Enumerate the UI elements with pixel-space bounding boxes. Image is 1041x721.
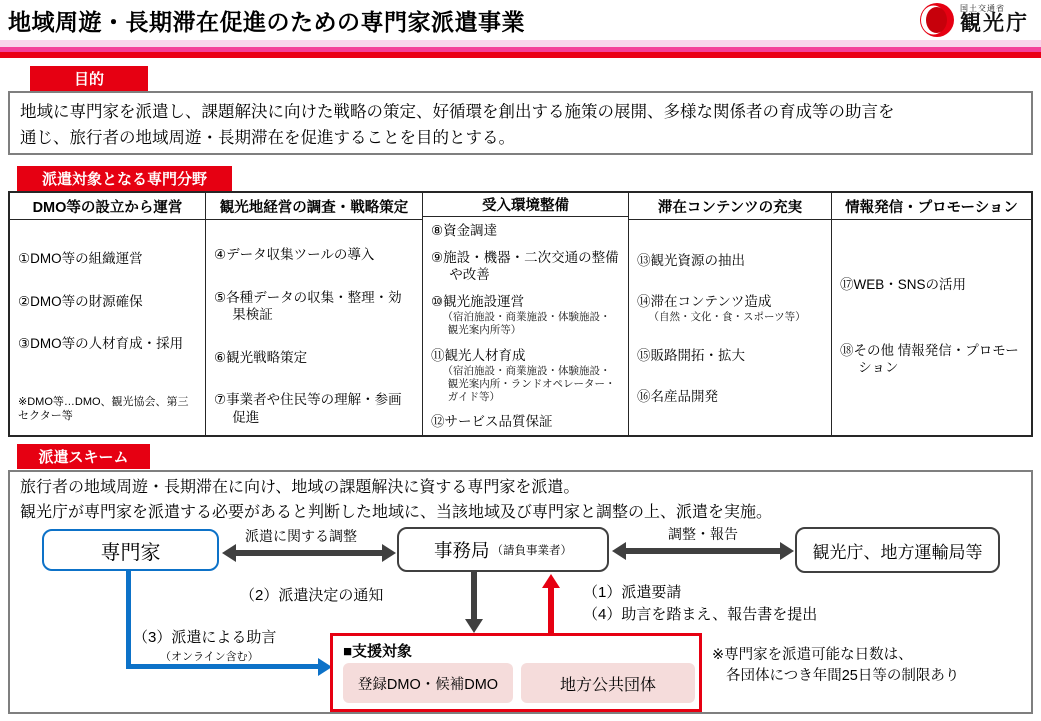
specialty-item: ⑩観光施設運営 <box>431 293 525 309</box>
specialty-item: ③DMO等の人材育成・採用 <box>18 336 184 352</box>
down-arrow-office-to-support <box>465 572 483 633</box>
note-line2: 各団体につき年間25日等の制限あり <box>726 668 960 685</box>
step-3-label: （3）派遣による助言 <box>133 629 277 646</box>
specialty-item: ⑥観光戦略策定 <box>214 349 308 365</box>
specialty-table <box>8 191 1033 437</box>
specialty-item: ⑮販路開拓・拡大 <box>637 348 745 364</box>
logo-text <box>960 5 1029 35</box>
logo-agency-name: 観光庁 <box>960 12 1029 36</box>
specialty-item: ④データ収集ツールの導入 <box>214 247 375 262</box>
note-line1: ※専門家を派遣可能な日数は、 <box>712 647 913 663</box>
agency-logo <box>919 2 1029 38</box>
arrowhead-down-icon <box>465 619 483 633</box>
specialty-item-group <box>431 347 621 405</box>
specialty-item: ⑨施設・機器・二次交通の整備や改善 <box>431 249 619 283</box>
step-1-label: （1）派遣要請 <box>583 584 682 601</box>
specialty-column-contents <box>628 193 831 435</box>
specialty-item: ⑰WEB・SNSの活用 <box>840 277 967 292</box>
column-header: 観光地経営の調査・戦略策定 <box>206 193 422 220</box>
scheme-intro-line1: 旅行者の地域周遊・長期滞在に向け、地域の課題解決に資する専門家を派遣。 <box>20 479 580 496</box>
specialty-item: ⑦事業者や住民等の理解・参画促進 <box>214 392 402 425</box>
step-2-label: （2）派遣決定の通知 <box>240 587 384 604</box>
arrow-bar <box>234 550 384 556</box>
specialty-item-note: （宿泊施設・商業施設・体験施設・観光案内所・ランドオペレーター・ガイド等） <box>442 365 616 404</box>
scheme-intro-line2: 観光庁が専門家を派遣する必要があると判断した地域に、当該地域及び専門家と調整の上、派遣を実施。 <box>20 503 773 521</box>
specialty-item-group <box>637 293 824 325</box>
support-title: ■支援対象 <box>343 643 413 660</box>
node-expert: 専門家 <box>42 529 219 571</box>
blue-arrow-horizontal-segment <box>126 664 318 669</box>
support-target-municipality: 地方公共団体 <box>521 663 695 703</box>
specialty-item-note: （宿泊施設・商業施設・体験施設・観光案内所等） <box>442 311 611 337</box>
arrow-label-expert-office: 派遣に関する調整 <box>245 528 357 544</box>
column-header: DMO等の設立から運営 <box>10 193 205 220</box>
specialty-item: ⑯名産品開発 <box>637 388 718 404</box>
arrowhead-right-icon <box>780 542 794 560</box>
arrow-bar <box>471 572 477 620</box>
specialty-column-dmo <box>10 193 205 435</box>
specialty-item: ⑫サービス品質保証 <box>431 414 553 430</box>
specialty-item: ⑤各種データの収集・整理・効果検証 <box>214 289 402 323</box>
column-body <box>423 217 628 435</box>
arrow-bar <box>624 548 782 554</box>
node-office-sublabel: （請負事業者） <box>491 544 572 557</box>
specialty-item: ⑬観光資源の抽出 <box>637 253 745 268</box>
purpose-body-line1: 地域に専門家を派遣し、課題解決に向けた戦略の策定、好循環を創出する施策の展開、多様な関係者の育成等の助言を <box>20 103 895 121</box>
specialty-item: ①DMO等の組織運営 <box>18 251 143 266</box>
purpose-body-box <box>8 91 1033 155</box>
double-arrow-expert-office <box>222 544 396 562</box>
support-target-dmo: 登録DMO・候補DMO <box>343 663 513 703</box>
dispatch-limit-note <box>712 645 959 687</box>
specialty-item: ⑧資金調達 <box>431 223 498 239</box>
step-4-label: （4）助言を踏まえ、報告書を提出 <box>583 606 818 623</box>
step-3-sublabel: （オンライン含む） <box>160 651 259 663</box>
section-label-purpose: 目的 <box>30 66 148 91</box>
double-arrow-office-agency <box>612 542 794 560</box>
tourism-agency-logo-icon <box>919 2 955 38</box>
purpose-body-line2: 通じ、旅行者の地域周遊・長期滞在を促進することを目的とする。 <box>20 128 515 147</box>
node-office-label: 事務局 <box>433 539 490 561</box>
specialty-item: ⑱その他 情報発信・プロモーション <box>840 342 1019 376</box>
specialty-item: ⑪観光人材育成 <box>431 347 526 363</box>
page-title: 地域周遊・長期滞在促進のための専門家派遣事業 <box>8 9 525 35</box>
arrowhead-up-icon <box>542 574 560 588</box>
column-header: 受入環境整備 <box>423 193 628 217</box>
specialty-column-promotion <box>831 193 1031 435</box>
section-label-scheme: 派遣スキーム <box>17 444 150 469</box>
section-label-specialties: 派遣対象となる専門分野 <box>17 166 232 191</box>
logo-ministry-name: 国土交通省 <box>960 3 1005 13</box>
dmo-footnote: ※DMO等…DMO、観光協会、第三セクター等 <box>18 395 189 422</box>
arrow-label-office-agency: 調整・報告 <box>668 526 738 542</box>
specialty-item: ⑭滞在コンテンツ造成 <box>637 293 772 309</box>
up-arrow-support-to-office <box>542 574 560 633</box>
title-underline-gradient <box>0 40 1041 58</box>
specialty-column-environment <box>422 193 628 435</box>
node-agency: 観光庁、地方運輸局等 <box>795 527 1000 573</box>
specialty-item-note: （自然・文化・食・スポーツ等） <box>648 311 806 324</box>
column-body <box>629 220 831 435</box>
blue-arrow-vertical-segment <box>126 571 131 667</box>
specialty-item-group <box>431 293 621 338</box>
support-target-box <box>330 633 702 712</box>
arrow-bar <box>548 587 554 633</box>
column-header: 滞在コンテンツの充実 <box>629 193 831 220</box>
arrowhead-right-icon <box>382 544 396 562</box>
specialty-column-strategy <box>205 193 422 435</box>
scheme-intro <box>20 476 772 526</box>
column-body <box>832 220 1031 435</box>
column-body <box>10 220 205 435</box>
node-office <box>397 527 609 572</box>
column-body <box>206 220 422 435</box>
specialty-item: ②DMO等の財源確保 <box>18 293 143 309</box>
column-header: 情報発信・プロモーション <box>832 193 1031 220</box>
